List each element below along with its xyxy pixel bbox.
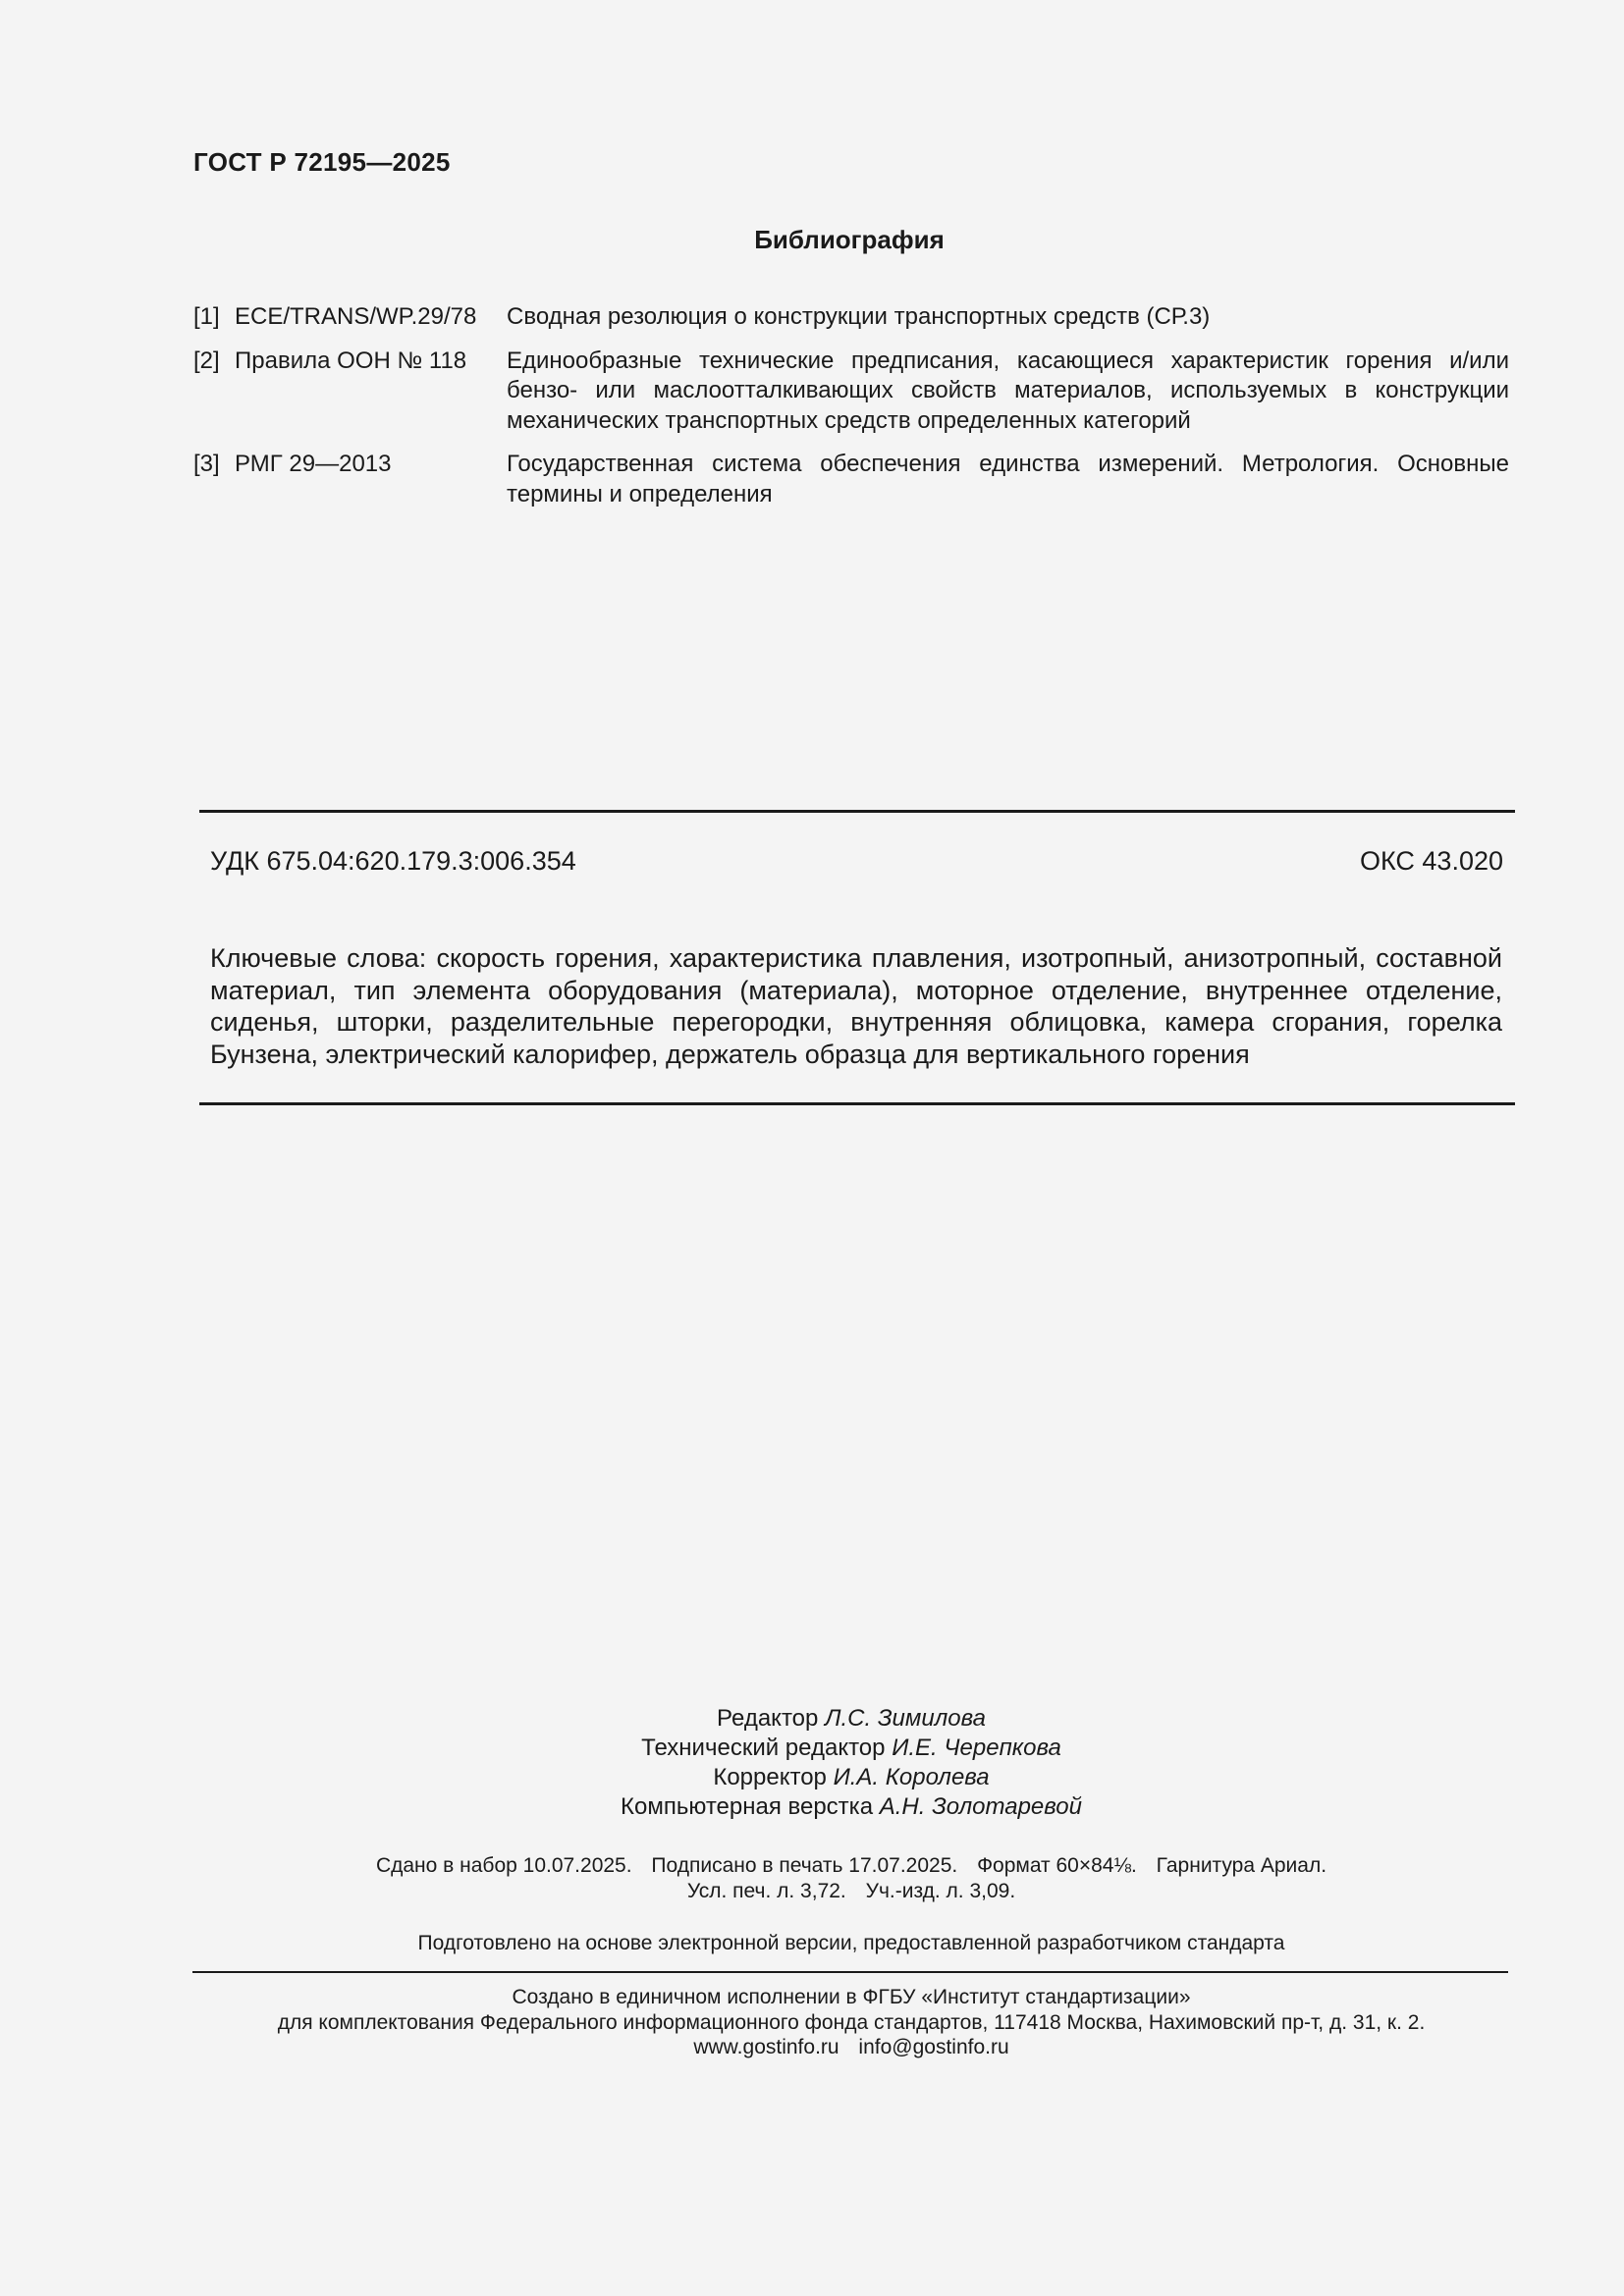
udc-code: УДК 675.04:620.179.3:006.354: [210, 846, 576, 876]
entry-title: Единообразные технические предписания, касающиеся характеристик горения и/или бензо- или маслоотталкивающих свойств материалов, используемых в конструкции механических транспортных средств определенных категорий: [507, 347, 1509, 434]
publishing-sheets: Уч.-изд. л. 3,09.: [865, 1880, 1016, 1902]
bibliography-entry: [193, 450, 1509, 509]
credit-name: И.А. Королева: [833, 1764, 990, 1790]
email-link[interactable]: info@gostinfo.ru: [858, 2036, 1009, 2058]
credit-name: А.Н. Золотаревой: [879, 1793, 1082, 1820]
divider-top: [199, 810, 1515, 813]
keywords: Ключевые слова: скорость горения, характеристика плавления, изотропный, анизотропный, составной материал, тип элемента оборудования (материала), моторное отделение, внутреннее отделение, сиденья, шторки, разделительные перегородки, внутренняя облицовка, камера сгорания, горелка Бунзена, электрический калорифер, держатель образца для вертикального горения: [210, 943, 1502, 1069]
credit-label: Редактор: [717, 1705, 819, 1732]
credit-name: И.Е. Черепкова: [892, 1735, 1061, 1761]
print-info-line: [0, 1853, 1624, 1879]
credits-block: [0, 1704, 1624, 1822]
credit-label: Корректор: [713, 1764, 827, 1790]
bibliography-list: [193, 302, 1509, 523]
prepared-note: Подготовлено на основе электронной версии, предоставленной разработчиком стандарта: [417, 1932, 1285, 1954]
entry-title: Сводная резолюция о конструкции транспортных средств (СР.3): [507, 303, 1211, 330]
signed-date: Подписано в печать 17.07.2025.: [651, 1854, 958, 1877]
credit-tech-editor: [0, 1734, 1624, 1763]
bibliography-entry: [193, 347, 1509, 437]
section-title: Библиография: [754, 225, 945, 254]
footer-line: для комплектования Федерального информационного фонда стандартов, 117418 Москва, Нахимовский пр-т, д. 31, к. 2.: [277, 2010, 1426, 2034]
publisher-footer: [0, 1985, 1624, 2060]
credit-name: Л.С. Зимилова: [825, 1705, 986, 1732]
submitted-date: Сдано в набор 10.07.2025.: [375, 1854, 632, 1877]
typeface: Гарнитура Ариал.: [1156, 1854, 1327, 1877]
bibliography-entry: [193, 302, 1509, 333]
credit-corrector: [0, 1763, 1624, 1792]
website-link[interactable]: www.gostinfo.ru: [693, 2036, 839, 2058]
divider-bottom: [199, 1102, 1515, 1105]
credit-label: Компьютерная верстка: [621, 1793, 874, 1820]
entry-title: Государственная система обеспечения единства измерений. Метрология. Основные термины и определения: [507, 451, 1509, 507]
print-sheets: Усл. печ. л. 3,72.: [686, 1880, 846, 1902]
entry-number: [2]: [193, 347, 220, 374]
paper-format: Формат 60×84⅛.: [977, 1854, 1137, 1877]
entry-number: [1]: [193, 303, 220, 330]
credit-layout: [0, 1792, 1624, 1822]
credit-label: Технический редактор: [641, 1735, 886, 1761]
entry-reference: Правила ООН № 118: [235, 347, 467, 374]
entry-reference: ECE/TRANS/WP.29/78: [235, 303, 477, 330]
document-code: ГОСТ Р 72195—2025: [193, 147, 451, 177]
credit-editor: [0, 1704, 1624, 1734]
oks-code: ОКС 43.020: [1359, 846, 1503, 876]
divider-footer: [192, 1971, 1508, 1973]
footer-contacts: [0, 2035, 1624, 2060]
entry-reference: РМГ 29—2013: [235, 451, 392, 477]
print-info: [0, 1853, 1624, 1904]
print-info-line: [0, 1879, 1624, 1904]
footer-line: Создано в единичном исполнении в ФГБУ «Институт стандартизации»: [512, 1986, 1191, 2008]
entry-number: [3]: [193, 451, 220, 477]
